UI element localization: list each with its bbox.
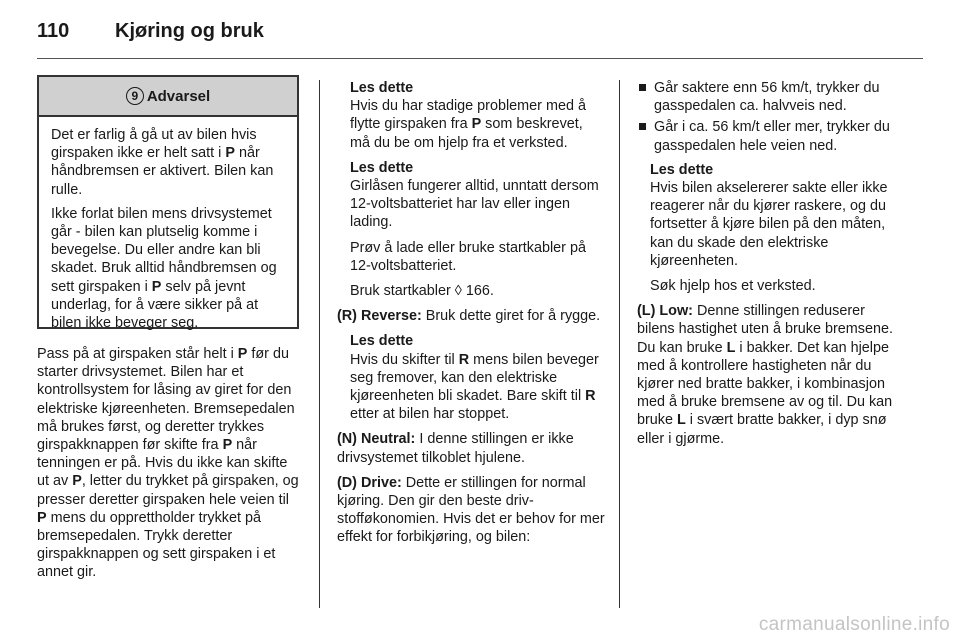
warning-box (37, 75, 299, 332)
column-1-text (37, 345, 302, 589)
warning-body (39, 117, 297, 332)
gear-drive: (D) Drive: Dette er stillingen for normal kjøring. Den gir den beste drivstofføkonomien. Hvis det er behov for mer effekt for forbikjøring, og bilen: (337, 474, 605, 546)
header-rule (37, 58, 923, 59)
warning-paragraph: Det er farlig å gå ut av bilen hvis girspaken ikke er helt satt i P når håndbremsen er aktivert. Bilen kan rulle. (51, 127, 274, 198)
watermark: carmanualsonline.info (758, 614, 950, 635)
note-text: Prøv å lade eller bruke startkabler på 12-voltsbatteriet. (350, 239, 586, 274)
note-block: Les dette Girlåsen fungerer alltid, unntatt dersom 12-voltsbatteriet har lav eller ingen lading. Prøv å lade eller bruke startkabler på 12-voltsbatteriet. Bruk startkabler ◊ 166. (337, 159, 605, 300)
warning-title: Advarsel (146, 87, 211, 105)
note-block: Les dette Hvis du skifter til R mens bilen beveger seg fremover, kan den elektriske kjøreenheten bli skadet. Bare skift til R etter at bilen har stoppet. (337, 332, 605, 423)
list-item: Går saktere enn 56 km/t, trykker du gasspedalen ca. halvveis ned. (637, 79, 905, 115)
gear-low: (L) Low: Denne stillingen reduserer bilens hastighet uten å bruke bremsene. Du kan bruke L i bakker. Det kan hjelpe med å kontrollere hastigheten når du kjører ned bratte bakker, i kombinasjon med å bruke bremsene av og til. Du kan bruke L i svært bratte bakker, i dyp snø eller i gjørme. (637, 303, 893, 447)
list-item: Går i ca. 56 km/t eller mer, trykker du gasspedalen hele veien ned. (637, 118, 905, 154)
warning-header (39, 77, 297, 117)
page-header (37, 20, 264, 43)
page-title: Kjøring og bruk (115, 20, 264, 42)
warning-paragraph: Ikke forlat bilen mens drivsystemet går - bilen kan plutselig komme i bevegelse. Du eller andre kan bli skadet. Bruk alltid håndbremsen og sett girspaken i P selv på jevnt underlag, for å være sikker på at bilen ikke beveger seg. (51, 205, 277, 332)
note-reference: Bruk startkabler ◊ 166. (350, 283, 494, 300)
column-3-text (637, 79, 905, 455)
note-text: Hvis du skifter til R mens bilen beveger seg fremover, kan den elektriske kjøreenheten bli skadet. Bare skift til R etter at bilen har stoppet. (350, 351, 599, 423)
column-divider (619, 80, 620, 608)
gear-neutral: (N) Neutral: I denne stillingen er ikke drivsystemet tilkoblet hjulene. (337, 431, 574, 466)
arrow-reference-icon: ◊ (454, 283, 462, 300)
note-block: Les dette Hvis bilen akselererer sakte eller ikke reagerer når du kjører raskere, og du fortsetter å kjøre bilen på den måten, kan du skade den elektriske kjøreenheten. Søk hjelp hos et verksted. (637, 161, 905, 295)
gear-reverse: (R) Reverse: Bruk dette giret for å rygge. (337, 308, 601, 325)
column-2-text (337, 79, 605, 554)
note-text: Girlåsen fungerer alltid, unntatt dersom 12-voltsbatteriet har lav eller ingen lading. (350, 178, 599, 231)
note-text: Søk hjelp hos et verksted. (650, 278, 816, 295)
warning-triangle-icon: 9 (126, 87, 144, 105)
note-text: Hvis bilen akselererer sakte eller ikke reagerer når du kjører raskere, og du fortsetter å kjøre bilen på den måten, kan du skade den elektriske kjøreenheten. (650, 180, 888, 269)
note-text: Hvis du har stadige problemer med å flytte girspaken fra P som beskrevet, må du be om hjelp fra et verksted. (350, 98, 586, 151)
paragraph: Pass på at girspaken står helt i P før du starter drivsystemet. Bilen har et kontrollsystem for låsing av giret for den elektriske kjøreenheten. Bremsepedalen må brukes først, og deretter trykkes girspakknappen før skifte fra P når tenningen er på. Hvis du ikke kan skifte ut av P, letter du trykket på girspaken, og presser deretter girspaken hele veien til P mens du opprettholder trykket på bremsepedalen. Trykk deretter girspakknappen og sett girspaken i et annet gir. (37, 346, 299, 581)
column-divider (319, 80, 320, 608)
note-block: Les dette Hvis du har stadige problemer med å flytte girspaken fra P som beskrevet, må du be om hjelp fra et verksted. (337, 79, 605, 152)
bullet-list (637, 79, 905, 155)
page-number: 110 (37, 20, 70, 42)
